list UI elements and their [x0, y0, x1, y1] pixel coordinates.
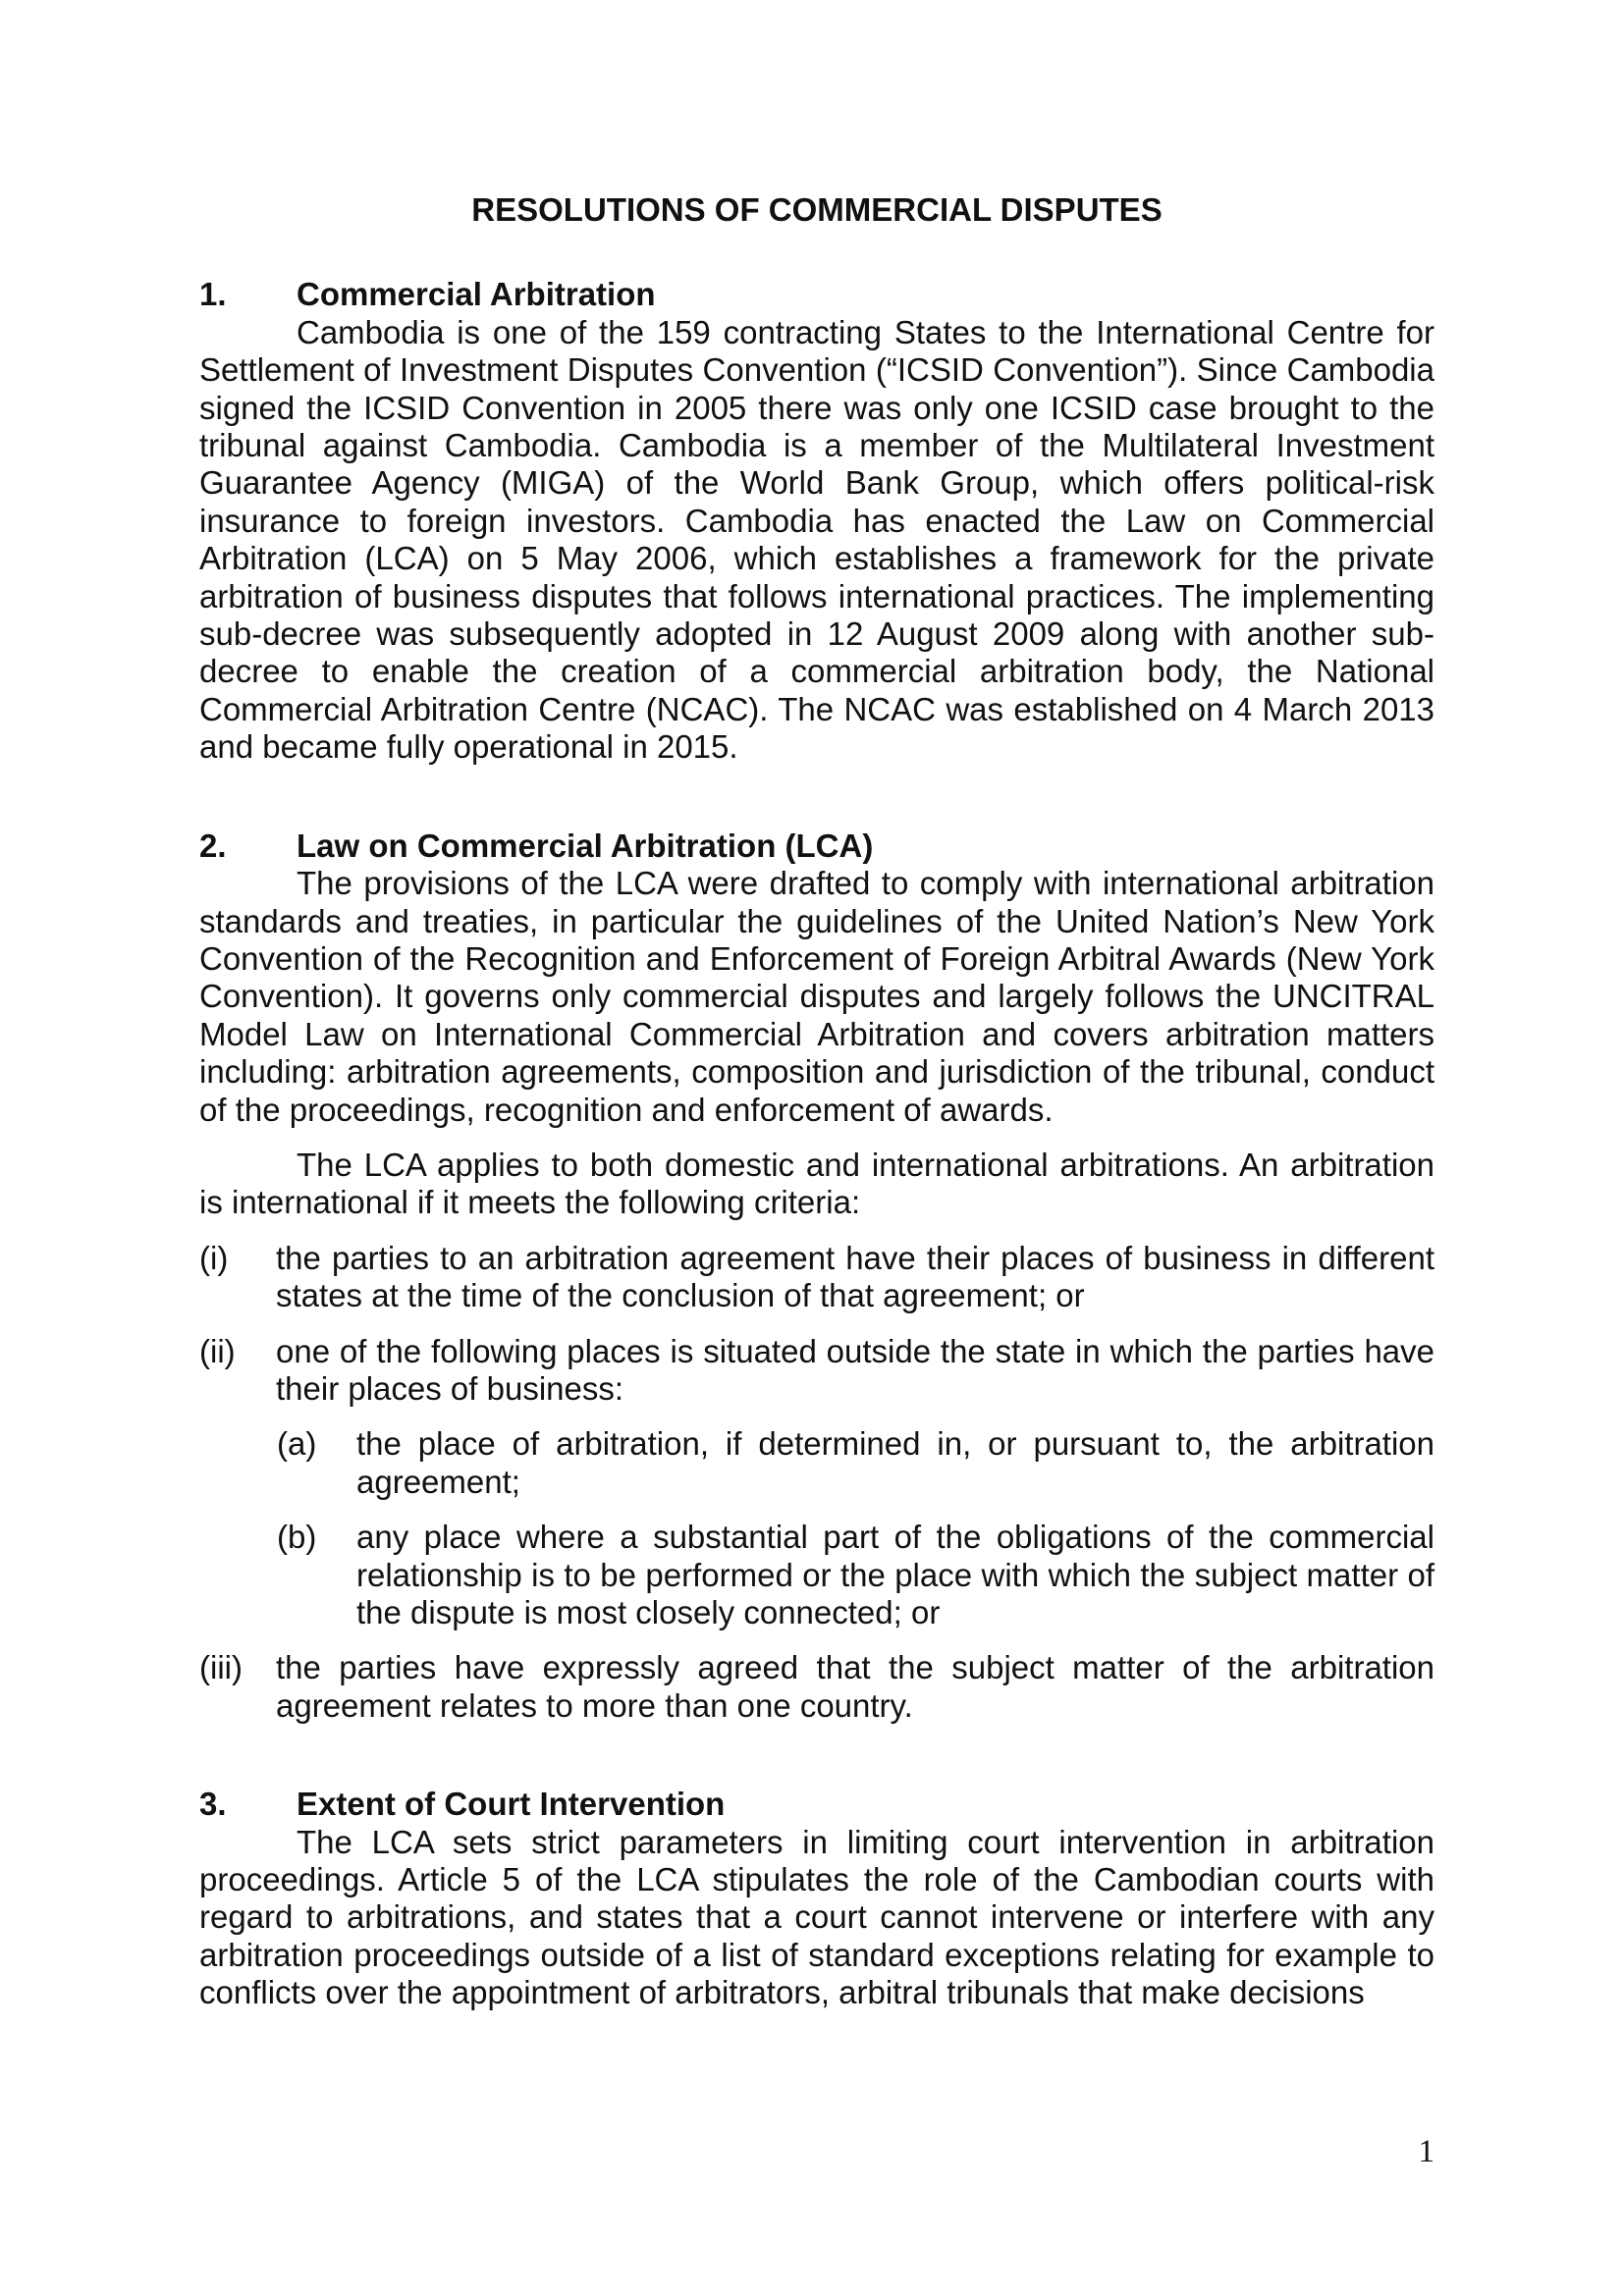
sub-criteria-list	[276, 1425, 1434, 1631]
sub-list-item	[276, 1519, 1434, 1631]
list-marker: (iii)	[199, 1649, 243, 1686]
section-title: Law on Commercial Arbitration (LCA)	[297, 827, 874, 864]
paragraph: The provisions of the LCA were drafted to comply with international arbitration standards and treaties, in particular the guidelines of the United Nation’s New York Convention of the Recognition and Enforcement of Foreign Arbitral Awards (New York Convention). It governs only commercial disputes and largely follows the UNCITRAL Model Law on International Commercial Arbitration and covers arbitration matters including: arbitration agreements, composition and jurisdiction of the tribunal, conduct of the proceedings, recognition and enforcement of awards.	[199, 865, 1434, 1128]
list-marker: (a)	[277, 1425, 317, 1463]
section-title: Commercial Arbitration	[297, 276, 656, 313]
sub-list-item	[276, 1425, 1434, 1501]
list-item	[199, 1333, 1434, 1409]
list-item-text: any place where a substantial part of the obligations of the commercial relationship is to be performed or the place with which the subject matter of the dispute is most closely connected; or	[356, 1519, 1434, 1630]
list-item-text: one of the following places is situated outside the state in which the parties have their places of business:	[276, 1332, 1434, 1407]
paragraph: The LCA applies to both domestic and international arbitrations. An arbitration is international if it meets the following criteria:	[199, 1146, 1434, 1221]
document-title: RESOLUTIONS OF COMMERCIAL DISPUTES	[471, 191, 1163, 228]
list-item-text: the place of arbitration, if determined in, or pursuant to, the arbitration agreement;	[356, 1425, 1434, 1500]
page-number: 1	[1418, 2134, 1434, 2169]
list-item	[199, 1240, 1434, 1315]
list-item	[199, 1649, 1434, 1725]
paragraph: Cambodia is one of the 159 contracting States to the International Centre for Settlement of Investment Disputes Convention (“ICSID Convention”). Since Cambodia signed the ICSID Convention in 2005 there was only one ICSID case brought to the tribunal against Cambodia. Cambodia is a member of the Multilateral Investment Guarantee Agency (MIGA) of the World Bank Group, which offers political-risk insurance to foreign investors. Cambodia has enacted the Law on Commercial Arbitration (LCA) on 5 May 2006, which establishes a framework for the private arbitration of business disputes that follows international practices. The implementing sub-decree was subsequently adopted in 12 August 2009 along with another sub-decree to enable the creation of a commercial arbitration body, the National Commercial Arbitration Centre (NCAC). The NCAC was established on 4 March 2013 and became fully operational in 2015.	[199, 313, 1434, 766]
list-marker: (ii)	[199, 1332, 236, 1369]
list-item-text: the parties have expressly agreed that the subject matter of the arbitration agreement relates to more than one country.	[276, 1649, 1434, 1724]
section-heading	[199, 276, 1434, 313]
criteria-list	[199, 1240, 1434, 1725]
section-heading	[199, 1786, 1434, 1823]
section-number: 3.	[199, 1786, 227, 1823]
list-marker: (i)	[199, 1239, 229, 1276]
paragraph: The LCA sets strict parameters in limiting court intervention in arbitration proceedings. Article 5 of the LCA stipulates the role of the Cambodian courts with regard to arbitrations, and states that a court cannot intervene or interfere with any arbitration proceedings outside of a list of standard exceptions relating for example to conflicts over the appointment of arbitrators, arbitral tribunals that make decisions	[199, 1823, 1434, 2011]
document-page	[199, 191, 1434, 2012]
section-number: 2.	[199, 827, 227, 864]
section-number: 1.	[199, 276, 227, 313]
section-heading	[199, 828, 1434, 865]
section-title: Extent of Court Intervention	[297, 1786, 726, 1823]
list-item-text: the parties to an arbitration agreement have their places of business in different states at the time of the conclusion of that agreement; or	[276, 1239, 1434, 1314]
list-marker: (b)	[277, 1519, 317, 1556]
